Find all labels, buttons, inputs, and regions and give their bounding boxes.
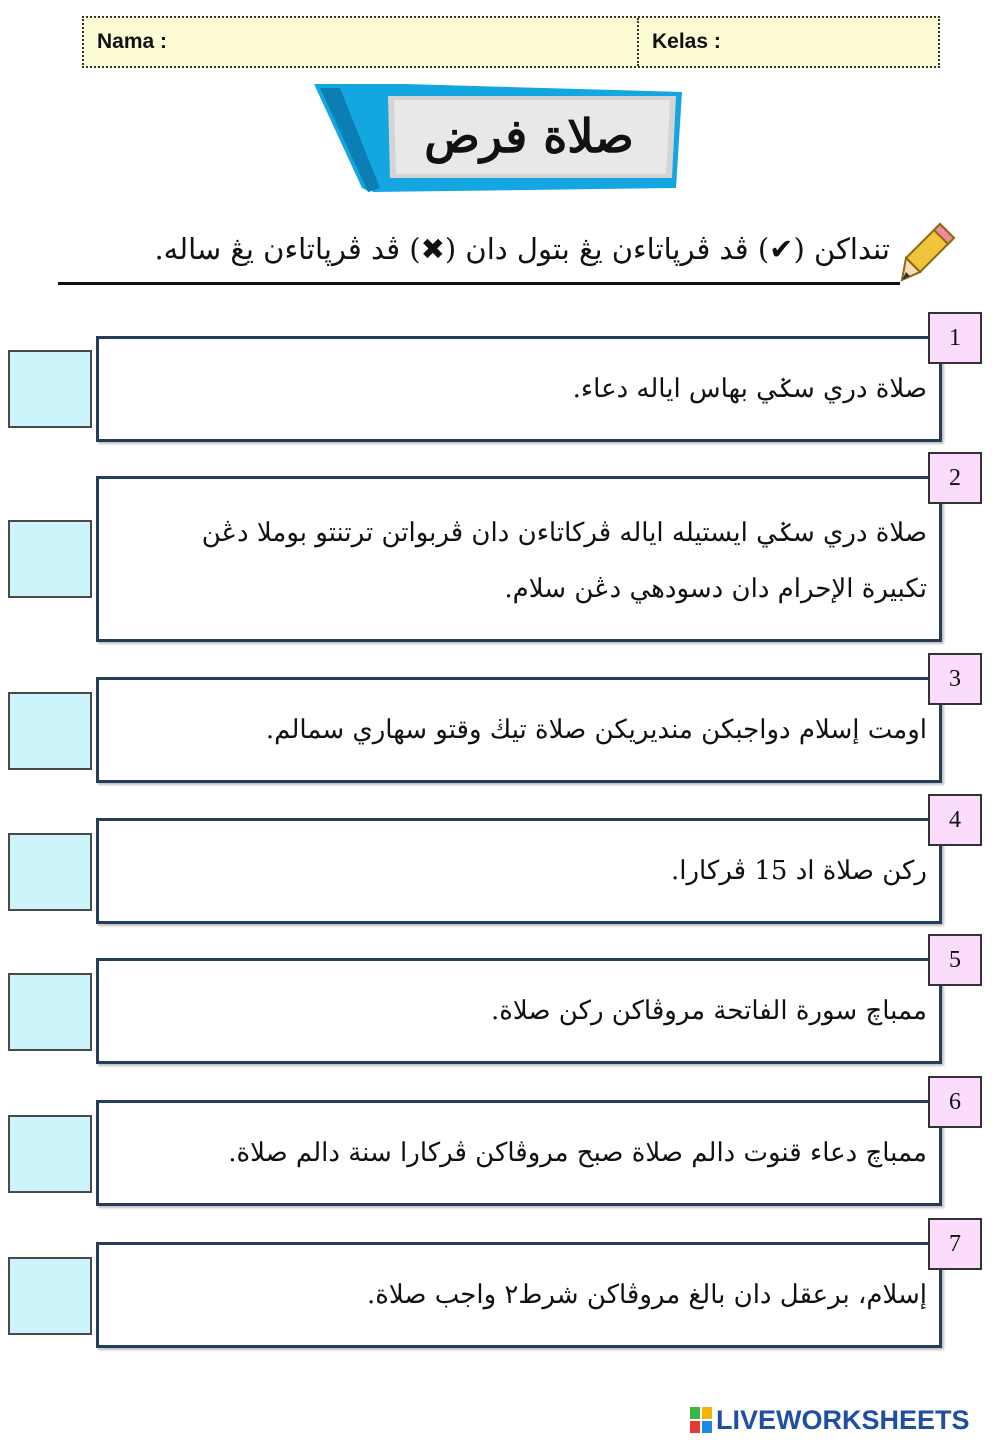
liveworksheets-logo[interactable] [690,1404,990,1436]
question-number-4: 4 [928,794,982,846]
question-number-1: 1 [928,312,982,364]
question-number-3: 3 [928,653,982,705]
question-box-3 [96,677,942,783]
question-text-7: إسلام، برعقل دان بالغ مروڤاكن شرط٢ واجب صلاة. [367,1280,927,1310]
name-field[interactable] [84,18,639,66]
liveworksheets-logo-text: LIVEWORKSHEETS [716,1404,970,1435]
answer-box-5[interactable] [8,973,92,1051]
answer-box-7[interactable] [8,1257,92,1335]
answer-box-1[interactable] [8,350,92,428]
class-field[interactable] [639,18,938,66]
question-number-5: 5 [928,934,982,986]
question-text-5: ممباچ سورة الفاتحة مروڤاكن ركن صلاة. [491,996,927,1026]
question-number-2: 2 [928,452,982,504]
answer-box-4[interactable] [8,833,92,911]
question-number-7: 7 [928,1218,982,1270]
question-text-6: ممباچ دعاء قنوت دالم صلاة صبح مروڤاكن ڤركارا سنة دالم صلاة. [228,1138,927,1168]
student-info-header [82,16,940,68]
question-box-2 [96,476,942,642]
question-text-4: ركن صلاة اد 15 ڤركارا. [670,856,927,886]
name-label: Nama : [97,30,168,53]
question-text-2-line2: تكبيرة الإحرام دان دسودهي دڠن سلام. [504,574,927,604]
question-box-6 [96,1100,942,1206]
pencil-icon [896,220,960,284]
question-box-1 [96,336,942,442]
answer-box-3[interactable] [8,692,92,770]
page-title: صلاة فرض [424,109,634,163]
instruction-underline [58,282,900,285]
instruction-text: تنداكن (✔) ڤد ڤرڽاتاءن يڠ بتول دان (✖) ڤد ڤرڽاتاءن يڠ ساله. [154,232,890,266]
answer-box-6[interactable] [8,1115,92,1193]
answer-box-2[interactable] [8,520,92,598]
question-text-3: اومت إسلام دواجبكن منديريكن صلاة تيڬ وقتو سهاري سمالم. [265,715,927,745]
question-text-1: صلاة دري سݢي بهاس اياله دعاء. [572,374,927,404]
question-box-5 [96,958,942,1064]
liveworksheets-logo-icon [690,1407,712,1433]
question-box-4 [96,818,942,924]
question-box-7 [96,1242,942,1348]
question-number-6: 6 [928,1076,982,1128]
question-text-2-line1: صلاة دري سݢي ايستيله اياله ڤركاتاءن دان ڤربواتن ترتنتو بوملا دڠن [201,518,927,548]
class-label: Kelas : [652,30,721,53]
